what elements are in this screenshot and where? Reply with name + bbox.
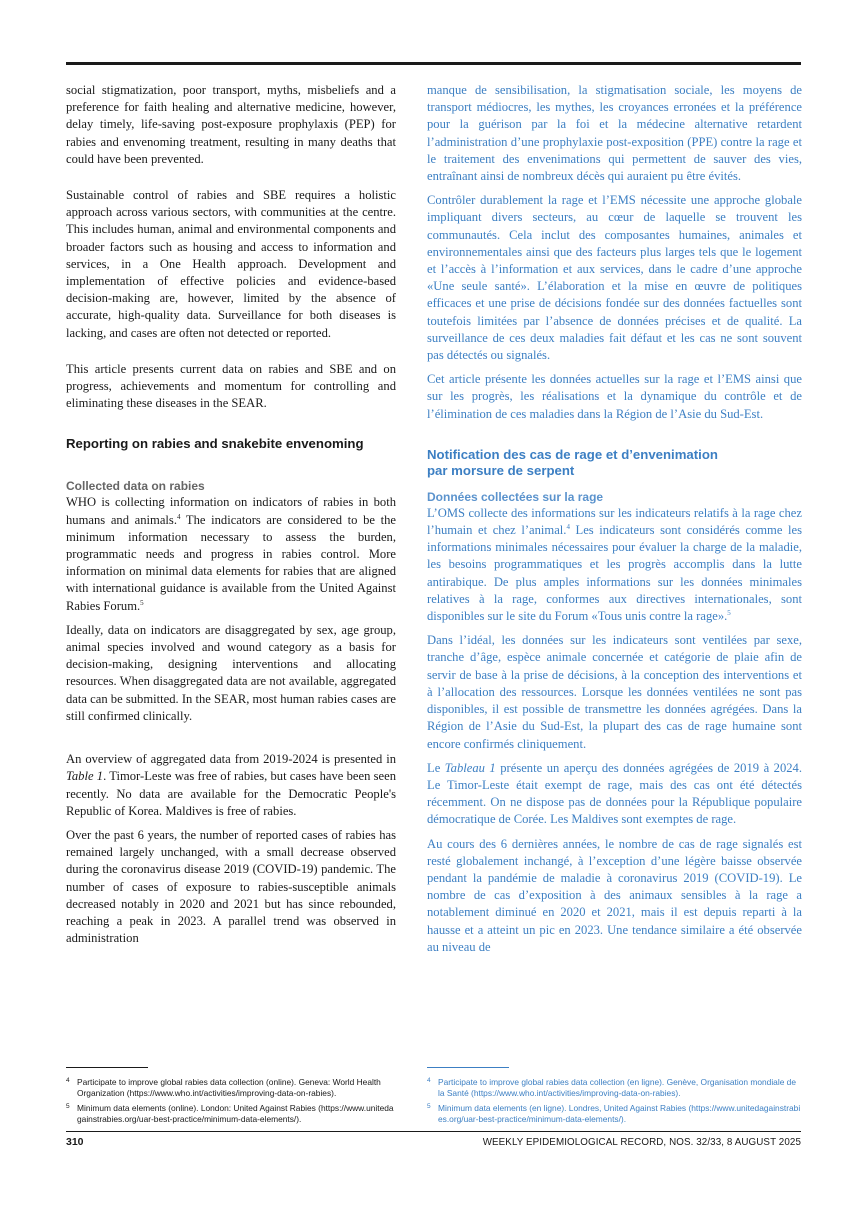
fr-p4-text-a: L’OMS collecte des informations sur les indicateurs relatifs à la rage chez l’humain et chez l’animal. xyxy=(427,505,802,538)
fr-p4-text-b: Les indicateurs sont considérés comme les informations minimales nécessaires pour évaluer la charge de la maladie, les besoins programmatiques et les progrès accomplis dans la lutte antirabique. De plus amples informations sur les données minimales relatives à la rage, conformes aux directives internationales, sont disponibles sur le site du Forum «Tous unis contre la rage». xyxy=(427,523,803,624)
en-p6-text-b: . Timor-Leste was free of rabies, but cases have been seen recently. No data are available for the Democratic People's Republic of Korea. Maldives is free of rabies. xyxy=(66,769,396,818)
en-footnote-number: 4 xyxy=(66,1077,70,1084)
fr-paragraph-4 xyxy=(427,505,802,625)
fr-ref-5: 5 xyxy=(727,608,731,617)
fr-section-heading xyxy=(427,447,802,479)
en-ref-5: 5 xyxy=(140,598,144,607)
fr-footnote-text: Participate to improve global rabies data collection (en ligne). Genève, Organisation mondiale de la Santé ( xyxy=(438,1077,797,1099)
en-paragraph-7: Over the past 6 years, the number of reported cases of rabies has remained largely unchanged, with a small decrease observed during the coronavirus disease 2019 (COVID-19) pandemic. The number of cases of exposure to rabies-susceptible animals decreased notably in 2020 and 2021 but has since rebounded, reaching a peak in 2023. A parallel trend was observed in administration xyxy=(66,827,396,946)
en-ref-4: 4 xyxy=(176,512,181,521)
fr-paragraph-1: manque de sensibilisation, la stigmatisation sociale, les moyens de transport médiocres, les mythes, les croyances erronées et la préférence pour la guérison par la foi et la médecine alternative retardent l’administration d’une prophylaxie post-exposition (PPE) contre la rage et le traitement des envenimations qui permettent de sauver des vies, entraînant ainsi de nombreux décès qui auraient pu être évités. xyxy=(427,83,802,184)
fr-paragraph-6 xyxy=(427,760,802,829)
footer-rule xyxy=(66,1131,801,1132)
fr-paragraph-2: Contrôler durablement la rage et l’EMS nécessite une approche globale impliquant divers secteurs, au cœur de laquelle se trouvent les communautés. Cela inclut des composantes humaines, animales et environnementales ainsi que des facteurs plus larges tels que le logement et l’accès à l’information et aux services, dans le cadre d’une approche «Une seule santé». L’élaboration et la mise en œuvre de politiques efficaces et une prise de décisions fondée sur des données factuelles sont toutefois limitées par l’absence de données précises et de qualité. La surveillance de ces deux maladies fait défaut et les cas ne sont souvent pas détectés ou signalés. xyxy=(427,193,802,363)
en-footnote-rule xyxy=(66,1067,148,1068)
fr-footnote-4 xyxy=(427,1077,804,1100)
en-paragraph-5: Ideally, data on indicators are disaggregated by sex, age group, animal species involved and wound category as a basis for decision-making, designing interventions and allocating resources. When disaggregated data are not available, aggregated data can be submitted. In the SEAR, most human rabies cases are still confirmed clinically. xyxy=(66,622,396,723)
fr-footnote-number: 5 xyxy=(427,1102,431,1110)
french-column xyxy=(427,82,802,956)
en-paragraph-6 xyxy=(66,751,396,820)
page-number: 310 xyxy=(66,1136,84,1148)
en-paragraph-4 xyxy=(66,494,396,614)
fr-footnote-text: Minimum data elements (en ligne). Londres, United Against Rabies ( xyxy=(438,1102,692,1113)
en-subheading: Collected data on rabies xyxy=(66,479,205,494)
en-p6-text-a: An overview of aggregated data from 2019-2024 is presented in xyxy=(66,752,396,767)
en-section-heading: Reporting on rabies and snakebite envenoming xyxy=(66,436,364,452)
fr-footnote-link[interactable]: https://www.unitedagainstrabies.org/uar-best-practice/minimum-data-elements/ xyxy=(438,1102,801,1125)
en-footnote-4 xyxy=(66,1077,398,1100)
en-footnote-text: Minimum data elements (online). London: United Against Rabies ( xyxy=(77,1102,321,1113)
english-column xyxy=(66,82,396,947)
journal-running-footer: WEEKLY EPIDEMIOLOGICAL RECORD, NOS. 32/33, 8 AUGUST 2025 xyxy=(482,1137,801,1148)
fr-footnote-5 xyxy=(427,1103,804,1126)
en-footnote-close: ). xyxy=(331,1088,337,1099)
en-p4-text-a: WHO is collecting information on indicators of rabies in both humans and animals. xyxy=(66,495,396,527)
en-footnote-number: 5 xyxy=(66,1102,70,1110)
en-paragraph-1: social stigmatization, poor transport, myths, misbeliefs and a preference for faith healing and alternative medicine, however, delay timely, life-saving post-exposure prophylaxis (PEP) for rabies and envenoming treatment, resulting in many deaths that could have been prevented. xyxy=(66,83,396,166)
en-footnote-5 xyxy=(66,1103,398,1126)
fr-paragraph-7: Au cours des 6 dernières années, le nombre de cas de rage signalés est resté globalement inchangé, à l’exception d’une légère baisse observée pendant la pandémie de maladie à coronavirus 2019 (COVID-19). Le nombre de cas d’exposition à des animaux sensibles à la rage a notablement diminué en 2020 et 2021, mais il est depuis reparti à la hausse et a atteint un pic en 2023. Une tendance similaire a été observée au niveau de xyxy=(427,836,802,954)
en-p4-text-b: The indicators are considered to be the minimum information necessary to assess the burden, programmatic needs and progress in rabies control. More information on minimal data elements for rabies that are aligned with international guidance is available from the United Against Rabies Forum. xyxy=(66,512,397,613)
fr-footnote-number: 4 xyxy=(427,1077,431,1084)
en-footnote-link[interactable]: https://www.who.int/activities/improving-data-on-rabies xyxy=(129,1088,332,1099)
fr-p6-text-a: Le xyxy=(427,760,445,775)
fr-footnote-link[interactable]: https://www.who.int/activities/improving-data-on-rabies xyxy=(473,1088,676,1099)
fr-paragraph-3: Cet article présente les données actuelles sur la rage et l’EMS ainsi que sur les progrès, les réalisations et la dynamique du contrôle et de l’élimination de ces maladies dans la Région de l’Asie du Sud-Est. xyxy=(427,372,802,421)
fr-footnote-rule xyxy=(427,1067,509,1068)
en-footnote-text: Participate to improve global rabies data collection (online). Geneva: World Health Organization ( xyxy=(77,1077,381,1099)
en-paragraph-3: This article presents current data on rabies and SBE and on progress, achievements and momentum for controlling and eliminating these diseases in the SEAR. xyxy=(66,361,396,411)
en-footnote-link[interactable]: https://www.unitedagainstrabies.org/uar-best-practice/minimum-data-elements/ xyxy=(77,1102,394,1125)
fr-heading-line-1: Notification des cas de rage et d’envenimation xyxy=(427,446,718,462)
en-paragraph-2: Sustainable control of rabies and SBE requires a holistic approach across various sectors, with communities at the centre. This includes human, animal and environmental components and broader factors such as housing and access to information and services, in a One Health approach. Development and implementation of effective policies and evidence-based decision-making are, however, limited by the absence of accurate, high-quality data. Surveillance for both diseases is lacking, and cases are often not detected or reported. xyxy=(66,188,396,340)
fr-heading-line-2: par morsure de serpent xyxy=(427,462,575,478)
fr-footnotes xyxy=(427,1077,804,1129)
fr-ref-4: 4 xyxy=(566,522,570,531)
fr-table-ref: Tableau 1 xyxy=(444,760,496,775)
en-table-ref: Table 1 xyxy=(66,769,104,784)
fr-footnote-close: ). xyxy=(675,1088,681,1099)
fr-p6-text-b: présente un aperçu des données agrégées de 2019 à 2024. Le Timor-Leste était exempt de rage, mais des cas ont été détectés récemment. On ne dispose pas de données pour la République populaire démocratique de Corée. Les Maldives sont exemptes de rage. xyxy=(427,760,802,827)
fr-subheading: Données collectées sur la rage xyxy=(427,489,604,504)
en-footnote-close: ). xyxy=(296,1114,302,1125)
en-footnotes xyxy=(66,1077,398,1129)
top-rule xyxy=(66,62,801,65)
fr-paragraph-5: Dans l’idéal, les données sur les indicateurs sont ventilées par sexe, tranche d’âge, espèce animale concernée et catégorie de plaie afin de servir de base à la prise de décisions, à la conception des interventions et à l’allocation des ressources. Lorsque les données ventilées ne sont pas disponibles, il est possible de transmettre les données agrégées. Dans la Région de l’Asie du Sud-Est, la plupart des cas de rage humaine sont encore confirmés cliniquement. xyxy=(427,633,802,751)
fr-footnote-close: ). xyxy=(620,1114,627,1125)
